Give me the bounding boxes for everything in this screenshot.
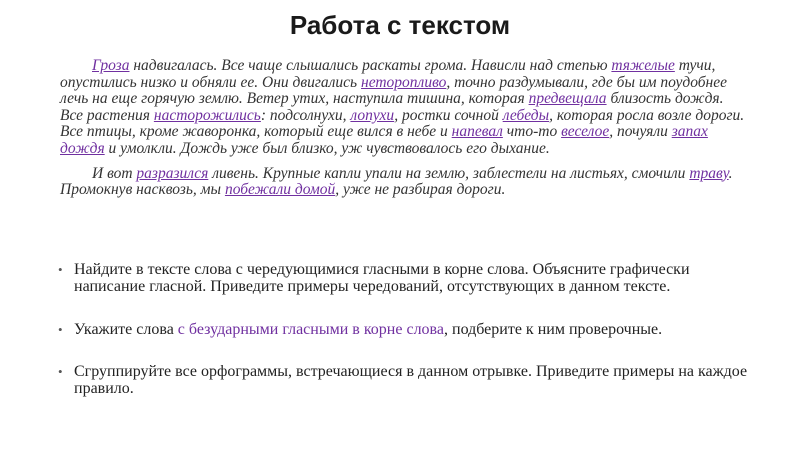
text-run: , точно раздумывали, где бы им поудобнее лечь на еще горячую землю. Ветер утих, наступила тишина, которая: [60, 73, 728, 108]
highlighted-word: неторопливо: [361, 73, 447, 91]
text-run: . Промокнув насквозь, мы: [60, 164, 733, 199]
text-run: близость дождя. Все растения: [60, 90, 724, 124]
text-run: тучи, опустились низко и обняли ее. Они двигались: [60, 57, 716, 91]
task-text-before: Укажите слова: [74, 320, 178, 338]
highlighted-word: запах дождя: [60, 123, 708, 157]
task-item: [58, 262, 758, 296]
bullet-icon: •: [58, 262, 63, 277]
highlighted-word: траву: [689, 164, 729, 182]
text-run: что-то: [502, 123, 562, 141]
text-run: И вот: [92, 164, 137, 182]
text-run: : подсолнухи,: [260, 106, 351, 124]
highlighted-word: Гроза: [92, 57, 130, 74]
task-list: [58, 262, 758, 398]
highlighted-word: веселое: [561, 123, 610, 141]
highlighted-word: лопухи: [350, 106, 395, 124]
highlighted-word: напевал: [451, 123, 503, 141]
task-item: [58, 322, 758, 339]
highlighted-word: побежали домой: [224, 181, 336, 199]
paragraph-2: [60, 166, 750, 199]
highlighted-word: насторожились: [153, 106, 261, 124]
text-run: ливень. Крупные капли упали на землю, заблестели на листьях, смочили: [208, 164, 690, 182]
task-highlight: с безударными гласными в корне слова: [177, 320, 444, 338]
highlighted-word: лебеды: [502, 106, 550, 124]
text-run: , ростки сочной: [394, 106, 503, 124]
text-run: , уже не разбирая дороги.: [335, 181, 506, 199]
text-run: надвигалась. Все чаще слышались раскаты грома. Нависли над степью: [129, 57, 612, 74]
text-run: , почуяли: [609, 123, 672, 141]
story-text: [60, 58, 750, 199]
highlighted-word: тяжелые: [611, 57, 675, 74]
page-title: Работа с текстом: [289, 10, 511, 40]
text-run: и умолкли. Дождь уже был близко, уж чувствовалось его дыхание.: [104, 139, 550, 157]
text-run: , которая росла возле дороги. Все птицы, кроме жаворонка, который еще вился в небе и: [60, 106, 745, 141]
task-text: Найдите в тексте слова с чередующимися гласными в корне слова. Объясните графически написание гласной. Приведите примеры чередований, отсутствующих в данном тексте.: [74, 261, 690, 295]
highlighted-word: предвещала: [528, 90, 607, 108]
task-text: Сгруппируйте все орфограммы, встречающиеся в данном отрывке. Приведите примеры на каждое правило.: [74, 363, 748, 398]
bullet-icon: •: [58, 364, 63, 380]
highlighted-word: разразился: [136, 164, 209, 182]
bullet-icon: •: [58, 321, 63, 337]
task-item: [58, 364, 758, 398]
task-text-after: , подберите к ним проверочные.: [444, 320, 663, 338]
paragraph-1: [60, 58, 750, 158]
